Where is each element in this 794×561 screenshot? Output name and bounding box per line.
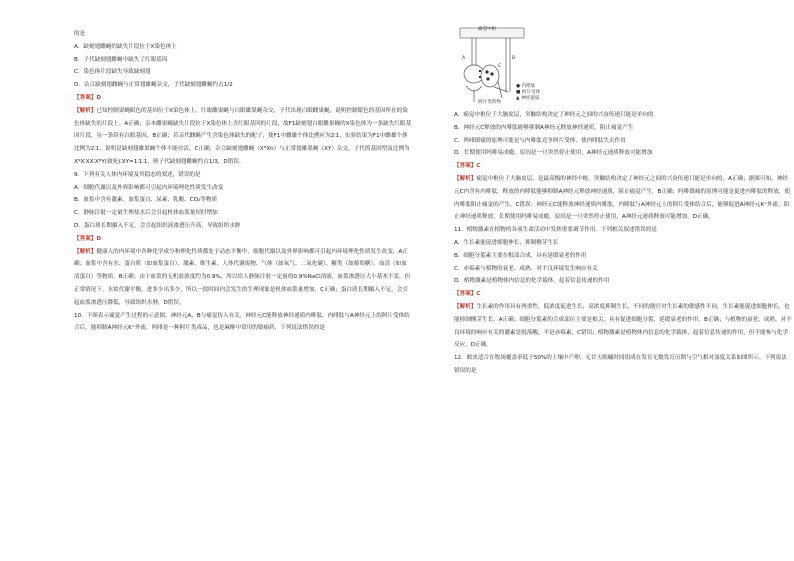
answer-line: 【答案】C	[454, 291, 481, 298]
question-12: 12．蝗虫适合在牧场覆盖率低于50%的土壤中产卵，无甘天蝗蝻时间组成在发育无数发育历期与空气相对湿度关系如图所示。下列说法错误的是	[454, 355, 787, 374]
figure-label-center: 痛觉中枢	[478, 27, 497, 32]
right-column	[454, 26, 792, 378]
left-column	[74, 28, 412, 335]
option-b: B．血浆中含有激素、血浆蛋白、尿素、乳酸、CO₂等物质	[74, 197, 218, 204]
answer-line: 【答案】D	[74, 94, 102, 101]
option-d: D．植物激素是植物体内信息的化学载体，起着信息传递的作用	[454, 278, 610, 285]
text-line: 的是	[74, 31, 86, 37]
option-c: C．染色体片段缺失导致缺刻翅	[74, 69, 151, 76]
option-d: D．蛋白质长期摄入不足，会引起组织液渗透压升高，导致组织水肿	[74, 222, 241, 229]
option-d: D．长期使用吗啡易成瘾，原因是一旦突然停止使用，A神经元递质释放可能增加	[454, 150, 653, 157]
option-a: A．细胞代谢以及外界影响都可引起内环境理化性质发生改变	[74, 184, 224, 191]
pain-pathway-figure	[454, 26, 574, 108]
figure-label-a: A	[462, 56, 466, 61]
question-10: 10．下图表示痛觉产生过程的示意图，神经元A、B与痛觉传入有关，神经元C能释放神经递质内啡肽，内啡肽与A神经元上的阿片受体结合后，能抑制A神经元K⁺外流，吗啡是一种阿片类毒品，也是麻醉中常用的镇痛药，下列说法错误的是	[74, 312, 410, 332]
option-b: B．神经元C释放的内啡肽能够抑制A神经元释放神经递质，阻止痛觉产生	[454, 124, 634, 131]
answer-line: 【答案】C	[454, 163, 481, 170]
explanation-tag: 【解析】	[454, 303, 477, 310]
explanation-tag: 【解析】	[74, 107, 97, 114]
explanation-paragraph: 【解析】生长素的作用具有两重性，低浓度促进生长，高浓度抑制生长，不同的器官对生长素的敏感性不同，生长素能促进细胞伸长，也能抑制侧芽生长，A正确；细胞分裂素的合成部位主要是根尖，具有促进细胞分裂，延缓衰老的作用，B正确；与植物的衰老、成熟、对不良环境的响应有关的激素是脱落酸，不是赤霉素，C错误；植物激素是植物体内信息的化学载体，起着信息传递的作用，但不能参与化学反应，D正确。	[454, 303, 792, 349]
option-a: A．生长素能促进细胞伸长，抑制侧芽生长	[454, 239, 559, 246]
neuron-diagram	[454, 26, 574, 108]
option-a: A．缺刻翅雌蝇的缺失片段位于X染色体上	[74, 43, 177, 50]
option-c: C．静脉注射一定量生理盐水后会引起机体血浆量短时增加	[74, 210, 218, 217]
option-a: A．痛觉中枢位于大脑皮层，突触结构决定了神经元之间的兴奋传递只能是单向的	[454, 112, 654, 118]
option-c: C．赤霉素与植物的衰老、成熟、对不良环境发生响应有关	[454, 265, 598, 272]
question-11: 11．植物激素在植物的各项生命活动中发挥重要调节作用。下列相关叙述错误的是	[454, 227, 657, 234]
explanation-paragraph: 【解析】痛觉中枢位于大脑皮层，是最高级的神经中枢，突触结构决定了神经元之间的兴奋传递只能是单向的，A正确；据图可知，神经元C内含有内啡肽，释放的内啡肽能够抑制A神经元释放神经递质，阻止痛觉产生，B正确；吗啡镇痛的原理可能是促进内啡肽的释放，使内啡肽阻止痛觉的产生，C错误；神经元C能释放神经递质内啡肽，内啡肽与A神经元上的阿片受体结合后，能够促进A神经元K⁺外流，阻止神经递质释放，长期使用吗啡易成瘾，原因是一旦突然停止使用，A神经元递质释放可能增加，D正确。	[454, 175, 791, 221]
explanation-paragraph: 【解析】健康人的内环境中各种化学成分和理化性质都处于动态平衡中，细胞代谢以及外界影响都可引起内环境理化性质发生改变，A正确；血浆中含有水、蛋白质（如血浆蛋白）、激素、维生素、人体代谢废物、气体（如氧气、二氧化碳）、糖类（如葡萄糖）、血清（如血清蛋白）等物质，B正确；由于血浆的无机盐浓度约为0.9%，所以给人静脉注射一定量的0.9%NaCl溶液，血浆渗透压大小基本不变，但正常情况下，水盐代谢平衡，进多少出多少，所以一段时间内会发生的生理现象是机体血浆量增加，C正确；蛋白质长期摄入不足，会引起血浆渗透压降低，导致组织水肿，D错误。	[74, 248, 411, 306]
explanation-tag: 【解析】	[454, 175, 477, 182]
option-c: C．吗啡镇痛的原理可能是与内啡肽竞争阿片受体，使内啡肽失去作用	[454, 137, 626, 144]
explanation-tag: 【解析】	[74, 248, 97, 255]
figure-label-bottom: 阿片类药物	[478, 100, 501, 105]
question-9: 9．下列有关人体内环境及其稳态的叙述，错误的是	[74, 171, 201, 178]
figure-label-b: B	[512, 56, 516, 61]
option-b: B．细胞分裂素主要在根部合成，具有延缓衰老的作用	[454, 252, 587, 259]
figure-legend-3: ▲ 神经递质	[516, 96, 540, 101]
answer-line: 【答案】D	[74, 235, 102, 242]
option-b: B．子代缺刻翅雌蝇中缺失了红眼基因	[74, 56, 168, 63]
figure-legend-1: ● 内啡肽	[516, 84, 536, 89]
figure-legend-2: ■ 阿片受体	[516, 90, 541, 95]
explanation-paragraph: 【解析】已知控制果蝇眼色的基因位于X染色体上，红眼雌果蝇与白眼雄果蝇杂交，子代出现白眼雌果蝇，说明控制眼色的基因所在的染色体缺失的片段上。A正确；亲本雌果蝇缺失片段位于X染色体上含红眼基因的片段，故F1缺刻翅白眼雌果蝇的X染色体为一条缺失红眼基因片段，另一条带有白眼基因，B正确；若亲代雌蝇产生含染色体缺失的配子，使F1中雌雄个体比例应为2∶1，实验结果为F1中雌雄个体比例为2∶1，说明是缺刻翅雄果蝇个体不能存活，C正确；杂合缺刻翅雌蝇（XᴺXn）与正常翅雄果蝇（XY）杂交，子代的基因型及比例为XᴺX∶XX∶XᴺY(致死)∶XY=1∶1∶1，则子代缺刻翅雌蝇约占1/3，D错误。	[74, 107, 412, 165]
figure-label-c: C	[498, 64, 502, 69]
option-d: D．杂合缺刻翅雌蝇与正常翅雄蝇杂交，子代缺刻翅雌蝇约占1/2	[74, 82, 233, 89]
